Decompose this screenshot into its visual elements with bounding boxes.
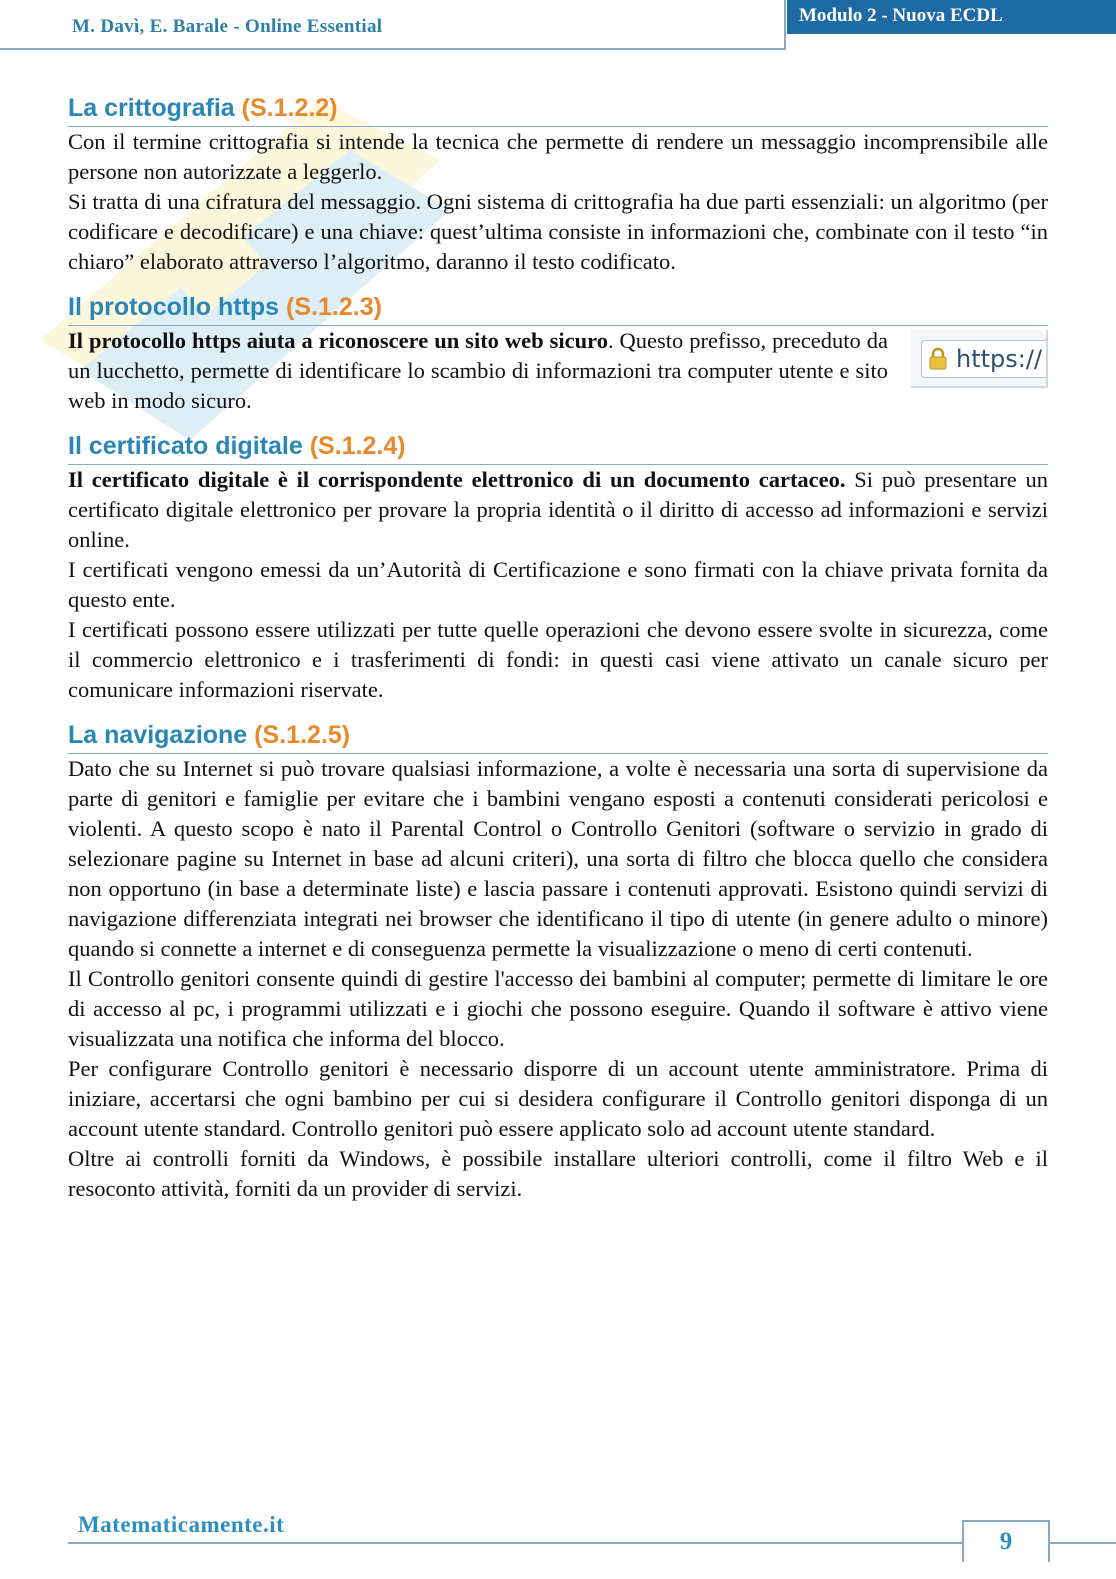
page-content xyxy=(68,92,1048,1212)
paragraph: Si tratta di una cifratura del messaggio. Ogni sistema di crittografia ha due parti essenziali: un algoritmo (per codificare e decodificare) e una chiave: quest’ultima consiste in informazioni che, combinate con il testo “in chiaro” elaborato attraverso l’algoritmo, daranno il testo codificato. xyxy=(68,189,1048,274)
paragraph: Dato che su Internet si può trovare qualsiasi informazione, a volte è necessaria una sorta di supervisione da parte di genitori e famiglie per evitare che i bambini vengano esposti a contenuti considerati pericolosi e violenti. A questo scopo è nato il Parental Control o Controllo Genitori (software o servizio in grado di selezionare pagine su Internet in base ad alcuni criteri), una sorta di filtro che blocca quello che considera non opportuno (in base a determinate liste) e lascia passare i contenuti approvati. Esistono quindi servizi di navigazione differenziata integrati nei browser che identificano il tipo di utente (in genere adulto o minore) quando si connette a internet e di conseguenza permette la visualizzazione o meno di certi contenuti. xyxy=(68,756,1048,961)
paragraph xyxy=(68,326,888,416)
section-heading xyxy=(68,291,1048,326)
section-certificato xyxy=(68,430,1048,705)
bold-lead: Il protocollo https aiuta a riconoscere un sito web sicuro xyxy=(68,328,608,353)
footer-page-box xyxy=(962,1520,1050,1562)
section-heading xyxy=(68,719,1048,754)
header-module-banner xyxy=(787,0,1116,34)
lock-icon xyxy=(928,347,948,371)
section-code: (S.1.2.5) xyxy=(254,721,351,749)
bold-lead: Il certificato digitale è il corrispondente elettronico di un documento cartaceo. xyxy=(68,467,846,492)
header-left-frame xyxy=(0,0,786,50)
section-code: (S.1.2.4) xyxy=(309,432,406,460)
paragraph: I certificati vengono emessi da un’Autorità di Certificazione e sono firmati con la chiave privata fornita da questo ente. xyxy=(68,557,1048,612)
section-title: La crittografia xyxy=(68,94,235,122)
paragraph: Oltre ai controlli forniti da Windows, è possibile installare ulteriori controlli, come il filtro Web e il resoconto attività, forniti da un provider di servizi. xyxy=(68,1146,1048,1201)
https-address-bar-image xyxy=(911,330,1048,388)
paragraph-text: Si può presentare un certificato digitale elettronico per provare la propria identità o il diritto di accesso ad informazioni e servizi online. xyxy=(68,467,1048,552)
footer-rule xyxy=(68,1542,963,1544)
section-title: La navigazione xyxy=(68,721,248,749)
section-code: (S.1.2.3) xyxy=(286,293,382,321)
section-title: Il protocollo https xyxy=(68,293,280,321)
paragraph: I certificati possono essere utilizzati per tutte quelle operazioni che devono essere svolte in sicurezza, come il commercio elettronico e i trasferimenti di fondi: in questi casi viene attivato un canale sicuro per comunicare informazioni riservate. xyxy=(68,617,1048,702)
section-navigazione xyxy=(68,719,1048,1204)
section-title: Il certificato digitale xyxy=(68,432,303,460)
footer-site: Matematicamente.it xyxy=(78,1512,285,1537)
section-heading xyxy=(68,430,1048,465)
section-crittografia xyxy=(68,92,1048,277)
paragraph: Il Controllo genitori consente quindi di gestire l'accesso dei bambini al computer; permette di limitare le ore di accesso al pc, i programmi utilizzati e i giochi che possono eseguire. Quando il software è attivo viene visualizzata una notifica che informa del blocco. xyxy=(68,966,1048,1051)
paragraph: Per configurare Controllo genitori è necessario disporre di un account utente amministratore. Prima di iniziare, accertarsi che ogni bambino per cui si desidera configurare il Controllo genitori disponga di un account utente standard. Controllo genitori può essere applicato solo ad account utente standard. xyxy=(68,1056,1048,1141)
section-heading xyxy=(68,92,1048,127)
paragraph-text: . Questo prefisso, preceduto da un lucchetto, permette di identificare lo scambio di informazioni tra computer utente e sito web in modo sicuro. xyxy=(68,328,888,413)
section-code: (S.1.2.2) xyxy=(241,94,338,122)
page-number: 9 xyxy=(999,1528,1013,1555)
paragraph: Con il termine crittografia si intende la tecnica che permette di rendere un messaggio incomprensibile alle persone non autorizzate a leggerlo. xyxy=(68,129,1048,184)
header-author: M. Davì, E. Barale - Online Essential xyxy=(72,16,383,37)
header-module-title: Modulo 2 - Nuova ECDL xyxy=(799,5,1003,26)
paragraph xyxy=(68,465,1048,555)
section-https xyxy=(68,291,1048,416)
https-prefix-text: https:// xyxy=(956,345,1043,373)
footer-rule-tail xyxy=(1050,1542,1116,1544)
